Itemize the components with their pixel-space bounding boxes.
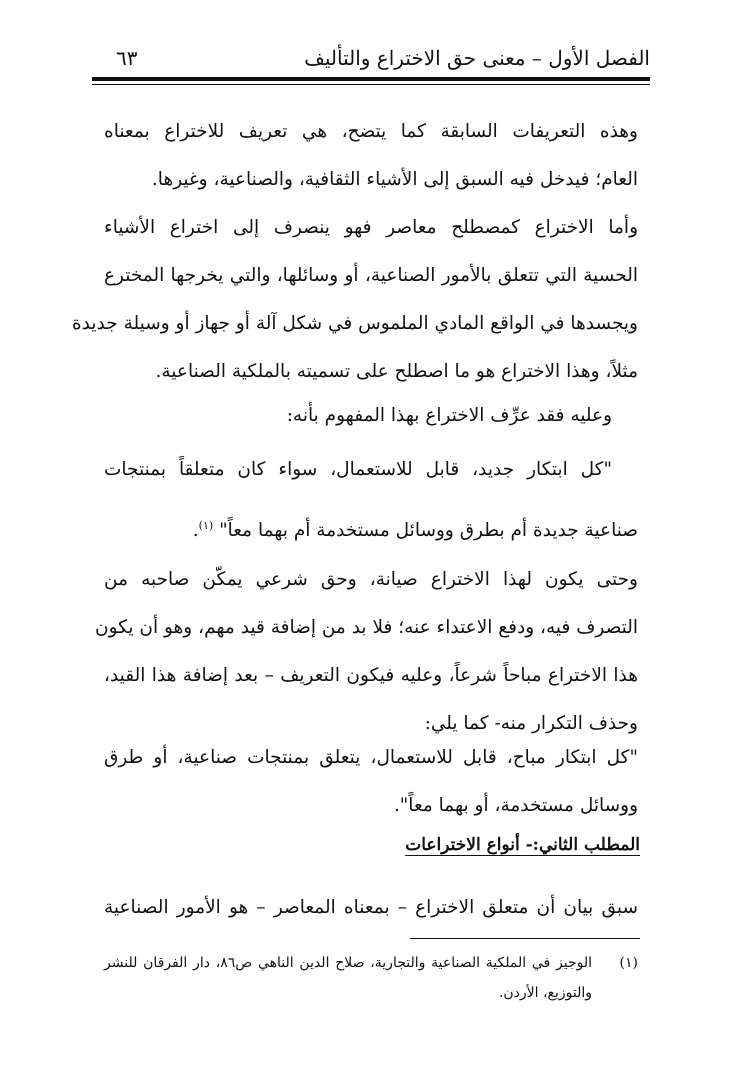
- text-line: [104, 502, 638, 550]
- paragraph-3: [104, 392, 638, 440]
- chapter-title: الفصل الأول – معنى حق الاختراع والتأليف: [304, 46, 650, 70]
- page-header: [92, 42, 650, 76]
- text-line: وهذه التعريفات السابقة كما يتضح، هي تعريف للاختراع بمعناه: [104, 121, 638, 142]
- quote-end: .: [192, 520, 199, 542]
- text-line: "كل ابتكار مباح، قابل للاستعمال، يتعلق بمنتجات صناعية، أو طرق: [104, 747, 638, 768]
- footnote-separator: [410, 938, 640, 939]
- paragraph-4: [94, 556, 638, 748]
- text-line: التصرف فيه، ودفع الاعتداء عنه؛ فلا بد من إضافة قيد مهم، وهو أن يكون: [94, 617, 638, 638]
- text-line: وأما الاختراع كمصطلح معاصر فهو ينصرف إلى اختراع الأشياء: [104, 217, 638, 238]
- section-heading: المطلب الثاني:- أنواع الاختراعات: [405, 835, 640, 855]
- text-line: هذا الاختراع مباحاً شرعاً، وعليه فيكون التعريف – بعد إضافة هذا القيد،: [104, 665, 638, 686]
- text-line: مثلاً، وهذا الاختراع هو ما اصطلح على تسميته بالملكية الصناعية.: [155, 361, 638, 382]
- text-line: العام؛ فيدخل فيه السبق إلى الأشياء الثقافية، والصناعية، وغيرها.: [151, 169, 638, 190]
- quote-definition-2: [104, 734, 638, 830]
- text-line: وحذف التكرار منه- كما يلي:: [424, 713, 638, 734]
- header-rule-thin: [92, 84, 650, 85]
- header-rule-thick: [92, 77, 650, 81]
- paragraph-1: [104, 108, 638, 204]
- footnote-reference: (١): [198, 519, 214, 532]
- text-line: ويجسدها في الواقع المادي الملموس في شكل آلة أو جهاز أو وسيلة جديدة: [71, 313, 638, 334]
- text-line: الحسية التي تتعلق بالأمور الصناعية، أو وسائلها، والتي يخرجها المخترع: [104, 265, 638, 286]
- text-line: ووسائل مستخدمة، أو بهما معاً".: [393, 795, 638, 816]
- quote-text: صناعية جديدة أم بطرق ووسائل مستخدمة أم بهما معاً": [219, 520, 638, 542]
- footnote: [104, 948, 638, 1008]
- paragraph-2: [71, 204, 638, 396]
- page-number: ٦٣: [116, 46, 138, 70]
- footnote-text: الوجيز في الملكية الصناعية والتجارية، صلاح الدين الناهي ص٨٦، دار الفرقان للنشر والتوزيع، الأردن.: [104, 955, 592, 1001]
- text-line: "كل ابتكار جديد، قابل للاستعمال، سواء كان متعلقاً بمنتجات: [104, 459, 612, 480]
- footnote-marker: (١): [619, 955, 638, 971]
- text-line: وحتى يكون لهذا الاختراع صيانة، وحق شرعي يمكّن صاحبه من: [104, 569, 638, 590]
- paragraph-5: [104, 884, 638, 932]
- text-line: سبق بيان أن متعلق الاختراع – بمعناه المعاصر – هو الأمور الصناعية: [104, 897, 638, 918]
- text-line: وعليه فقد عرِّف الاختراع بهذا المفهوم بأنه:: [286, 405, 612, 426]
- quote-definition-1: [104, 446, 638, 550]
